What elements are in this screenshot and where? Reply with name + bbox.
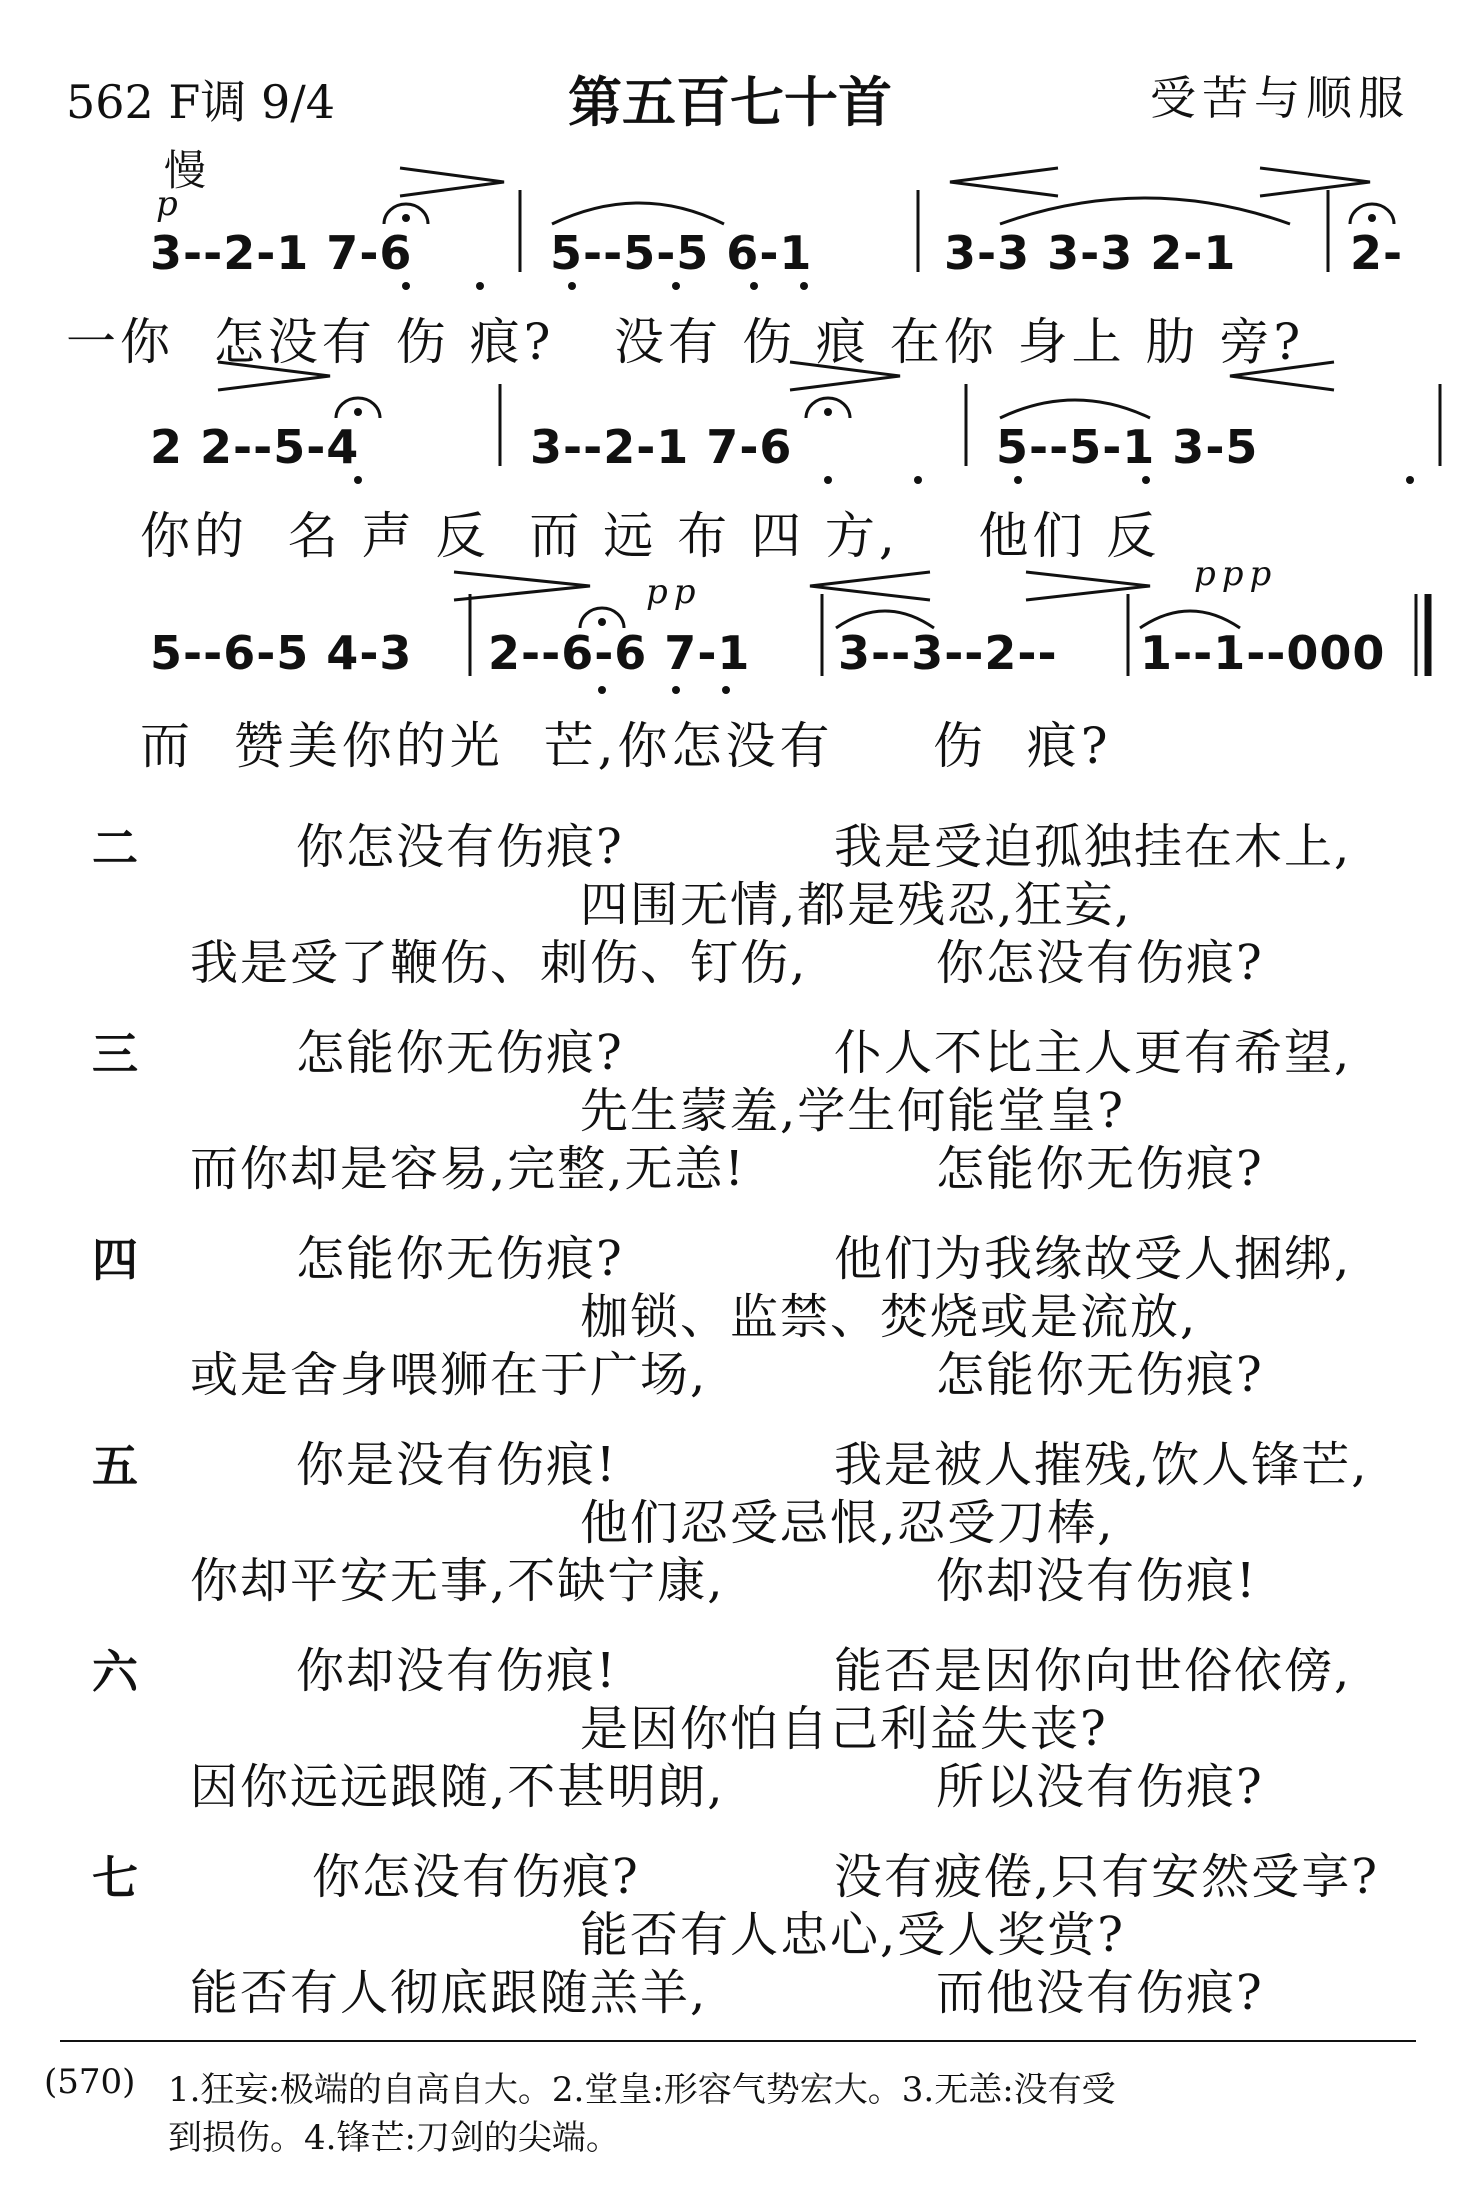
verse-number: 七 <box>92 1851 138 1905</box>
tempo-marking: 慢 <box>164 146 207 195</box>
crescendo-hairpin <box>218 362 330 390</box>
octave-dot <box>672 686 680 694</box>
measure-2-3: 5--5-1 3-5 <box>996 420 1259 474</box>
verse-line: 仆人不比主人更有希望, <box>834 1025 1352 1081</box>
fermata-dot <box>1368 214 1376 222</box>
dynamic-ppp: ppp <box>1194 554 1278 594</box>
octave-dot <box>1406 476 1414 484</box>
verse-number: 五 <box>92 1439 138 1493</box>
decrescendo-hairpin <box>790 362 900 390</box>
verse-line: 他们忍受忌恨,忍受刀棒, <box>580 1495 1115 1551</box>
lyrics-line-2: 你的 名 声 反 而 远 布 四 方, 他们 反 <box>140 507 1161 565</box>
verse-line: 怎能你无伤痕? <box>296 1231 624 1287</box>
dynamic-p: p <box>156 184 178 224</box>
octave-dot <box>800 282 808 290</box>
measure-1-4: 2- <box>1350 226 1404 280</box>
verse-number: 四 <box>92 1233 138 1287</box>
verse-line: 我是被人摧残,饮人锋芒, <box>834 1437 1369 1493</box>
octave-dot <box>568 282 576 290</box>
measure-2-2: 3--2-1 7-6 <box>530 420 793 474</box>
fermata-dot <box>598 618 606 626</box>
measure-3-3: 3--3--2-- <box>838 626 1058 680</box>
verse-line: 而你却是容易,完整,无恙! <box>190 1141 746 1197</box>
verse-line: 能否有人忠心,受人奖赏? <box>580 1907 1125 1963</box>
verse-line: 或是舍身喂狮在于广场, <box>190 1347 708 1403</box>
measure-3-4: 1--1--000 <box>1140 626 1386 680</box>
verse-line: 你却没有伤痕! <box>296 1643 618 1699</box>
verse-line: 我是受了鞭伤、刺伤、钉伤, <box>190 935 808 991</box>
slur <box>552 203 724 224</box>
footnote-line-2: 到损伤。4.锋芒:刀剑的尖端。 <box>168 2118 620 2158</box>
measure-3-1: 5--6-5 4-3 <box>150 626 413 680</box>
verse-line: 怎能你无伤痕? <box>936 1347 1264 1403</box>
octave-dot <box>402 282 410 290</box>
octave-dot <box>1142 476 1150 484</box>
dynamic-pp: pp <box>646 572 702 612</box>
octave-dot <box>914 476 922 484</box>
page-number: (570) <box>44 2062 136 2102</box>
verse-line: 你怎没有伤痕? <box>296 819 624 875</box>
decrescendo-hairpin <box>400 168 504 196</box>
slur <box>836 611 934 628</box>
fermata-dot <box>824 408 832 416</box>
crescendo-hairpin <box>950 168 1058 196</box>
lyrics-line-3: 而 赞美你的光 芒,你怎没有 伤 痕? <box>140 717 1112 775</box>
verse-line: 所以没有伤痕? <box>936 1759 1264 1815</box>
octave-dot <box>722 686 730 694</box>
verse-line: 你却平安无事,不缺宁康, <box>190 1553 725 1609</box>
crescendo-hairpin <box>810 572 930 600</box>
fermata-dot <box>354 408 362 416</box>
measure-1-1: 3--2-1 7-6 <box>150 226 413 280</box>
octave-dot <box>598 686 606 694</box>
octave-dot <box>354 476 362 484</box>
verse-line: 而他没有伤痕? <box>936 1965 1264 2021</box>
octave-dot <box>750 282 758 290</box>
footnote-line-1: 1.狂妄:极端的自高自大。2.堂皇:形容气势宏大。3.无恙:没有受 <box>168 2070 1116 2110</box>
measure-1-2: 5--5-5 6-1 <box>550 226 813 280</box>
octave-dot <box>672 282 680 290</box>
footnote-divider <box>60 2040 1416 2042</box>
octave-dot <box>476 282 484 290</box>
measure-2-1: 2 2--5-4 <box>150 420 360 474</box>
slur <box>1000 400 1150 418</box>
octave-dot <box>1014 476 1022 484</box>
fermata-dot <box>402 214 410 222</box>
verse-line: 我是受迫孤独挂在木上, <box>834 819 1352 875</box>
measure-1-3: 3-3 3-3 2-1 <box>944 226 1237 280</box>
verse-line: 你却没有伤痕! <box>936 1553 1258 1609</box>
measure-3-2: 2--6-6 7-1 <box>488 626 751 680</box>
decrescendo-hairpin <box>1260 168 1370 196</box>
verse-number: 六 <box>92 1645 138 1699</box>
slur <box>1000 198 1290 224</box>
hymn-title: 第五百七十首 <box>568 71 892 134</box>
verse-line: 先生蒙羞,学生何能堂皇? <box>580 1083 1125 1139</box>
hymn-category: 受苦与顺服 <box>1150 71 1410 125</box>
verse-line: 是因你怕自己利益失丧? <box>580 1701 1108 1757</box>
verse-line: 你是没有伤痕! <box>296 1437 618 1493</box>
crescendo-hairpin <box>1230 362 1334 390</box>
verse-line: 怎能你无伤痕? <box>296 1025 624 1081</box>
decrescendo-hairpin <box>454 572 590 600</box>
verse-line: 没有疲倦,只有安然受享? <box>834 1849 1379 1905</box>
verse-line: 他们为我缘故受人捆绑, <box>834 1231 1352 1287</box>
verse-line: 能否有人彻底跟随羔羊, <box>190 1965 708 2021</box>
lyrics-line-1: 一你 怎没有 伤 痕? 没有 伤 痕 在你 身上 肋 旁? <box>66 313 1305 371</box>
octave-dot <box>824 476 832 484</box>
verse-line: 怎能你无伤痕? <box>936 1141 1264 1197</box>
hymn-number-key-meter: 562 F调 9/4 <box>66 75 335 129</box>
verse-line: 四围无情,都是残忍,狂妄, <box>580 877 1132 933</box>
verse-line: 枷锁、监禁、焚烧或是流放, <box>580 1289 1198 1345</box>
slur <box>1140 611 1240 628</box>
verse-line: 你怎没有伤痕? <box>312 1849 640 1905</box>
verse-line: 能否是因你向世俗依傍, <box>834 1643 1352 1699</box>
decrescendo-hairpin <box>1026 572 1150 600</box>
verse-line: 因你远远跟随,不甚明朗, <box>190 1759 725 1815</box>
verse-number: 三 <box>92 1027 138 1081</box>
verse-line: 你怎没有伤痕? <box>936 935 1264 991</box>
verse-number: 二 <box>92 821 138 875</box>
